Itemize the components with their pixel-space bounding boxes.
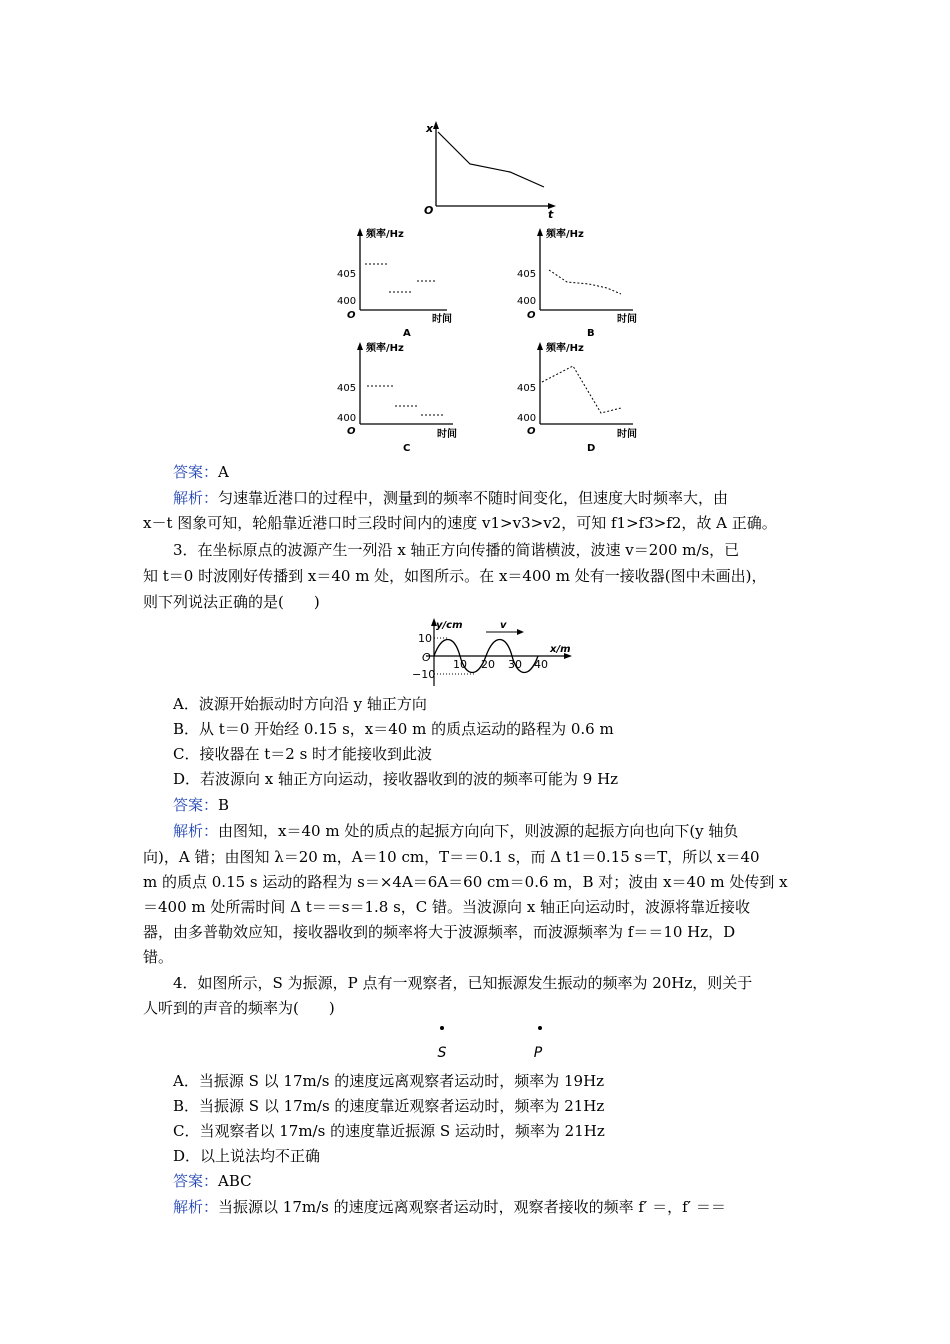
- graph-c-label: C: [403, 443, 411, 454]
- q4-analysis-label: 解析：: [173, 1198, 219, 1216]
- q4-option-a: A．当振源 S 以 17m/s 的速度远离观察者运动时，频率为 19Hz: [173, 1072, 605, 1090]
- graph-c-origin: O: [347, 426, 356, 437]
- graph-b-label: B: [587, 328, 595, 339]
- graph-d-label: D: [587, 443, 596, 454]
- q3-option-b: B．从 t＝0 开始经 0.15 s，x＝40 m 的质点运动的路程为 0.6 m: [173, 720, 614, 738]
- wave-x-10: 10: [453, 658, 467, 671]
- freq-graph-d: [515, 336, 645, 456]
- graph-d-tick-405: 405: [517, 383, 537, 394]
- point-p-label: P: [533, 1045, 543, 1061]
- q3-stem-l1: 3．在坐标原点的波源产生一列沿 x 轴正方向传播的简谐横波，波速 v＝200 m/s，已: [173, 541, 740, 559]
- q2-answer-label: 答案：: [173, 463, 219, 481]
- freq-graph-a: [335, 222, 455, 342]
- q3-analysis-label: 解析：: [173, 822, 219, 840]
- q3-option-a: A．波源开始振动时方向沿 y 轴正方向: [173, 695, 427, 713]
- freq-graph-b: [515, 222, 645, 342]
- graph-a-y-title: 频率/Hz: [366, 229, 404, 240]
- q3-analysis-l2: 向)，A 错；由图知 λ＝20 m，A＝10 cm，T＝＝0.1 s，而 Δ t1＝0.15 s＝T，所以 x＝40: [143, 848, 760, 866]
- wave-y-label: y/cm: [436, 620, 463, 631]
- q4-analysis: [173, 1197, 726, 1217]
- q3-option-c: C．接收器在 t＝2 s 时才能接收到此波: [173, 745, 433, 763]
- graph-a-tick-400: 400: [337, 296, 357, 307]
- graph-a-origin: O: [347, 310, 356, 321]
- q2-analysis: [173, 488, 728, 508]
- q3-analysis: [173, 821, 738, 841]
- point-s-label: S: [437, 1045, 447, 1061]
- q3-answer-label: 答案：: [173, 796, 219, 814]
- q4-answer-label: 答案：: [173, 1172, 219, 1190]
- wave-origin: O: [422, 651, 431, 664]
- q4-answer-value: ABC: [218, 1172, 252, 1190]
- graph-a-tick-405: 405: [337, 269, 357, 280]
- q4-option-d: D．以上说法均不正确: [173, 1147, 321, 1165]
- q3-stem-l2: 知 t＝0 时波刚好传播到 x＝40 m 处，如图所示。在 x＝400 m 处有一接收器(图中未画出)，: [143, 567, 767, 585]
- graph-b-tick-405: 405: [517, 269, 537, 280]
- xt-y-label: x: [426, 122, 434, 135]
- xt-x-label: t: [548, 208, 554, 218]
- q3-analysis-l5: 器，由多普勒效应知，接收器收到的频率将大于波源频率，而波源频率为 f＝＝10 Hz，D: [143, 923, 736, 941]
- graph-b-y-title: 频率/Hz: [546, 229, 584, 240]
- graph-d-x-title: 时间: [617, 429, 637, 440]
- q3-analysis-l6: 错。: [143, 948, 174, 966]
- graph-b-tick-400: 400: [517, 296, 537, 307]
- q2-analysis-label: 解析：: [173, 489, 219, 507]
- xt-graph: [420, 118, 560, 218]
- graph-b-origin: O: [527, 310, 536, 321]
- xt-origin: O: [424, 204, 434, 217]
- q3-answer: [173, 795, 229, 815]
- wave-x-label: x/m: [550, 644, 571, 655]
- graph-c-tick-405: 405: [337, 383, 357, 394]
- graph-a-label: A: [403, 328, 411, 339]
- graph-d-y-title: 频率/Hz: [546, 343, 584, 354]
- graph-b-x-title: 时间: [617, 314, 637, 325]
- q3-option-d: D．若波源向 x 轴正方向运动，接收器收到的波的频率可能为 9 Hz: [173, 770, 619, 788]
- q3-analysis-l1: 由图知，x＝40 m 处的质点的起振方向向下，则波源的起振方向也向下(y 轴负: [218, 822, 739, 840]
- q4-option-c: C．当观察者以 17m/s 的速度靠近振源 S 运动时，频率为 21Hz: [173, 1122, 605, 1140]
- q4-option-b: B．当振源 S 以 17m/s 的速度靠近观察者运动时，频率为 21Hz: [173, 1097, 605, 1115]
- q2-answer: [173, 462, 229, 482]
- wave-figure: [398, 616, 576, 690]
- graph-d-tick-400: 400: [517, 413, 537, 424]
- wave-tick-10: 10: [418, 632, 432, 645]
- q3-analysis-l4: ＝400 m 处所需时间 Δ t＝＝s＝1.8 s，C 错。当波源向 x 轴正向运动时，波源将靠近接收: [143, 898, 751, 916]
- q4-stem-l2: 人听到的声音的频率为( ): [143, 999, 335, 1017]
- wave-tick-neg10: −10: [412, 668, 436, 681]
- q2-analysis-l1: 匀速靠近港口的过程中，测量到的频率不随时间变化，但速度大时频率大，由: [218, 489, 729, 507]
- q3-answer-value: B: [218, 796, 230, 814]
- graph-a-x-title: 时间: [432, 314, 452, 325]
- q2-answer-value: A: [218, 463, 229, 481]
- sp-figure: [432, 1020, 552, 1068]
- q4-analysis-l1: 当振源以 17m/s 的速度远离观察者运动时，观察者接收的频率 f′ ＝，f′ ＝＝: [218, 1198, 726, 1216]
- q4-stem-l1: 4．如图所示，S 为振源，P 点有一观察者，已知振源发生振动的频率为 20Hz，则关于: [173, 974, 753, 992]
- graph-c-x-title: 时间: [437, 429, 457, 440]
- graph-c-y-title: 频率/Hz: [366, 343, 404, 354]
- wave-x-40: 40: [534, 658, 548, 671]
- wave-x-20: 20: [481, 658, 495, 671]
- wave-v-label: v: [500, 620, 507, 631]
- wave-x-30: 30: [508, 658, 522, 671]
- graph-d-origin: O: [527, 426, 536, 437]
- q4-answer: [173, 1171, 252, 1191]
- q2-analysis-l2: x－t 图象可知，轮船靠近港口时三段时间内的速度 v1>v3>v2，可知 f1>f3>f2，故 A 正确。: [143, 514, 777, 532]
- freq-graph-c: [335, 336, 465, 456]
- graph-c-tick-400: 400: [337, 413, 357, 424]
- q3-analysis-l3: m 的质点 0.15 s 运动的路程为 s＝×4A＝6A＝60 cm＝0.6 m，B 对；波由 x＝40 m 处传到 x: [143, 873, 788, 891]
- q3-stem-l3: 则下列说法正确的是( ): [143, 593, 320, 611]
